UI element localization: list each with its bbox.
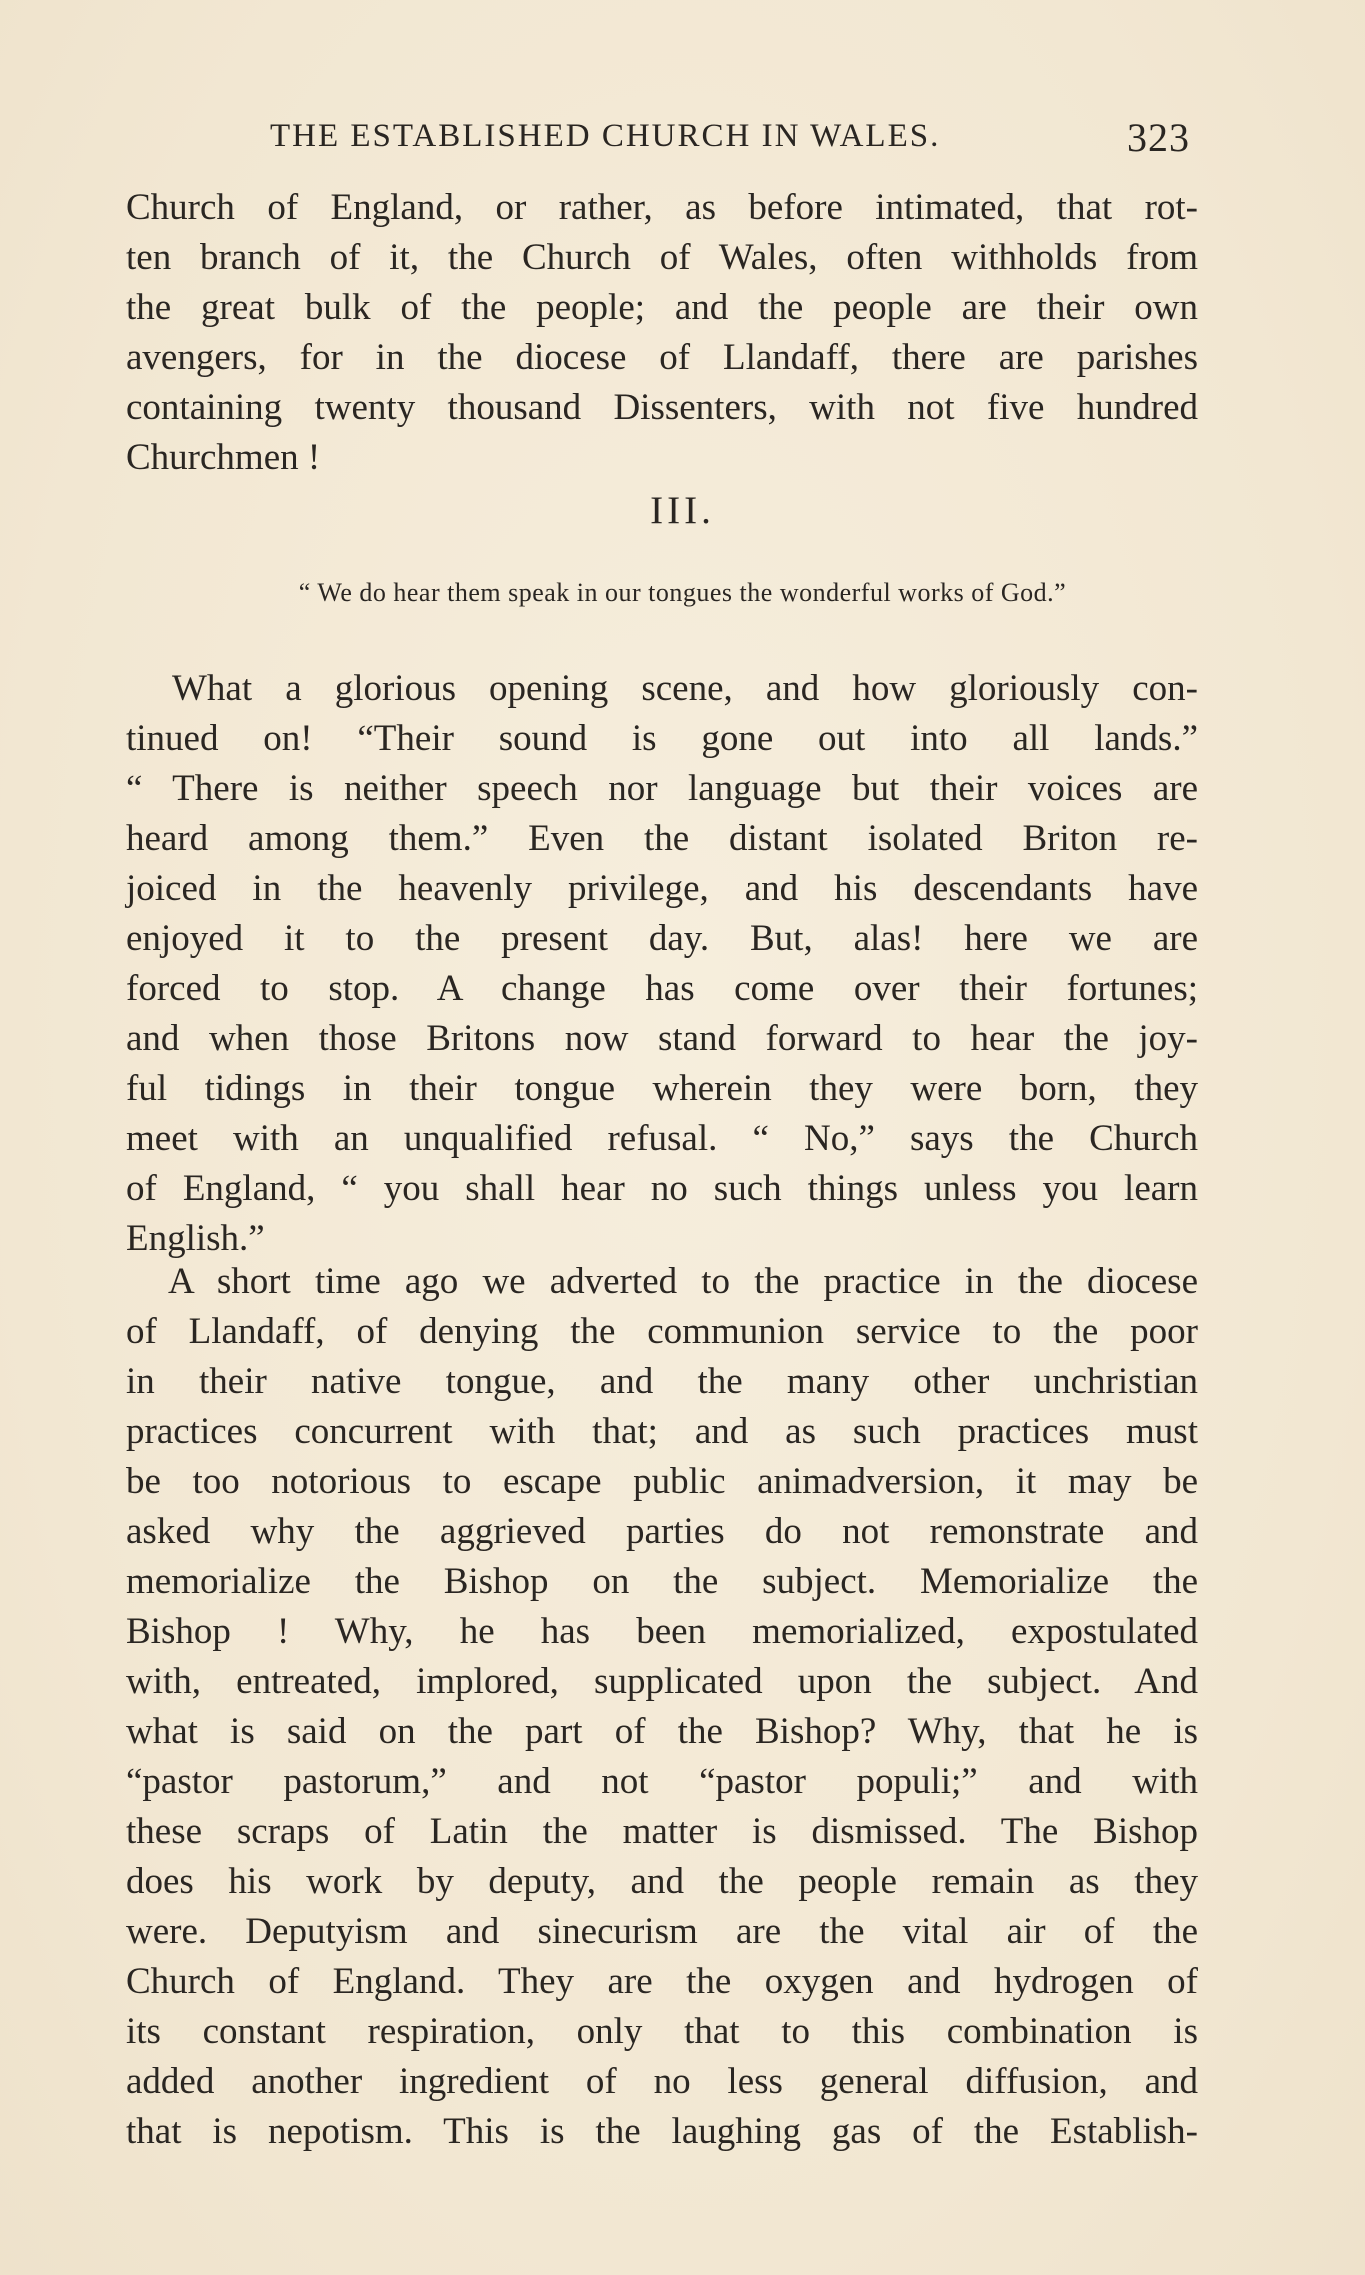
text-line: Bishop ! Why, he has been memorialized, expostulated bbox=[126, 1611, 1198, 1652]
text-line: What a glorious opening scene, and how gloriously con- bbox=[172, 668, 1198, 709]
text-line: what is said on the part of the Bishop? Why, that he is bbox=[126, 1711, 1198, 1752]
text-line: does his work by deputy, and the people remain as they bbox=[126, 1861, 1198, 1902]
text-line: meet with an unqualified refusal. “ No,” says the Church bbox=[126, 1118, 1198, 1159]
text-line: forced to stop. A change has come over their fortunes; bbox=[126, 968, 1198, 1009]
text-line: be too notorious to escape public animadversion, it may be bbox=[126, 1461, 1198, 1502]
epigraph: “ We do hear them speak in our tongues the wonderful works of God.” bbox=[298, 578, 1067, 607]
text-line: that is nepotism. This is the laughing gas of the Establish- bbox=[126, 2111, 1198, 2152]
paragraph-bishop bbox=[126, 1257, 1198, 2157]
text-line: Church of England. They are the oxygen and hydrogen of bbox=[126, 1961, 1198, 2002]
section-heading: III. bbox=[650, 489, 715, 532]
running-title: THE ESTABLISHED CHURCH IN WALES. bbox=[270, 118, 941, 154]
text-line: were. Deputyism and sinecurism are the vital air of the bbox=[126, 1911, 1198, 1952]
text-line: added another ingredient of no less general diffusion, and bbox=[126, 2061, 1198, 2102]
text-line: and when those Britons now stand forward to hear the joy- bbox=[126, 1018, 1198, 1059]
text-line: practices concurrent with that; and as such practices must bbox=[126, 1411, 1198, 1452]
page-header bbox=[270, 115, 1190, 168]
paragraph-continued bbox=[126, 183, 1198, 483]
text-line: of Llandaff, of denying the communion service to the poor bbox=[126, 1311, 1198, 1352]
text-line: Church of England, or rather, as before intimated, that rot- bbox=[126, 187, 1198, 228]
text-line: joiced in the heavenly privilege, and his descendants have bbox=[126, 868, 1198, 909]
text-line: A short time ago we adverted to the practice in the diocese bbox=[168, 1261, 1198, 1302]
page-number: 323 bbox=[1127, 115, 1190, 160]
text-line: these scraps of Latin the matter is dismissed. The Bishop bbox=[126, 1811, 1198, 1852]
text-line: with, entreated, implored, supplicated upon the subject. And bbox=[126, 1661, 1198, 1702]
text-line: of England, “ you shall hear no such things unless you learn bbox=[126, 1168, 1198, 1209]
text-line: ful tidings in their tongue wherein they were born, they bbox=[126, 1068, 1198, 1109]
text-line: Churchmen ! bbox=[126, 437, 321, 478]
text-line: the great bulk of the people; and the people are their own bbox=[126, 287, 1198, 328]
text-line: tinued on! “Their sound is gone out into all lands.” bbox=[126, 718, 1198, 759]
text-line: “ There is neither speech nor language but their voices are bbox=[126, 768, 1198, 809]
paragraph-opening bbox=[126, 664, 1198, 1264]
text-line: memorialize the Bishop on the subject. Memorialize the bbox=[126, 1561, 1198, 1602]
text-line: containing twenty thousand Dissenters, with not five hundred bbox=[126, 387, 1198, 428]
text-line: “pastor pastorum,” and not “pastor populi;” and with bbox=[126, 1761, 1198, 1802]
text-line: English.” bbox=[126, 1218, 265, 1259]
text-line: asked why the aggrieved parties do not remonstrate and bbox=[126, 1511, 1198, 1552]
text-line: in their native tongue, and the many other unchristian bbox=[126, 1361, 1198, 1402]
text-line: ten branch of it, the Church of Wales, often withholds from bbox=[126, 237, 1198, 278]
text-line: enjoyed it to the present day. But, alas! here we are bbox=[126, 918, 1198, 959]
text-line: heard among them.” Even the distant isolated Briton re- bbox=[126, 818, 1198, 859]
text-line: its constant respiration, only that to this combination is bbox=[126, 2011, 1198, 2052]
text-line: avengers, for in the diocese of Llandaff, there are parishes bbox=[126, 337, 1198, 378]
